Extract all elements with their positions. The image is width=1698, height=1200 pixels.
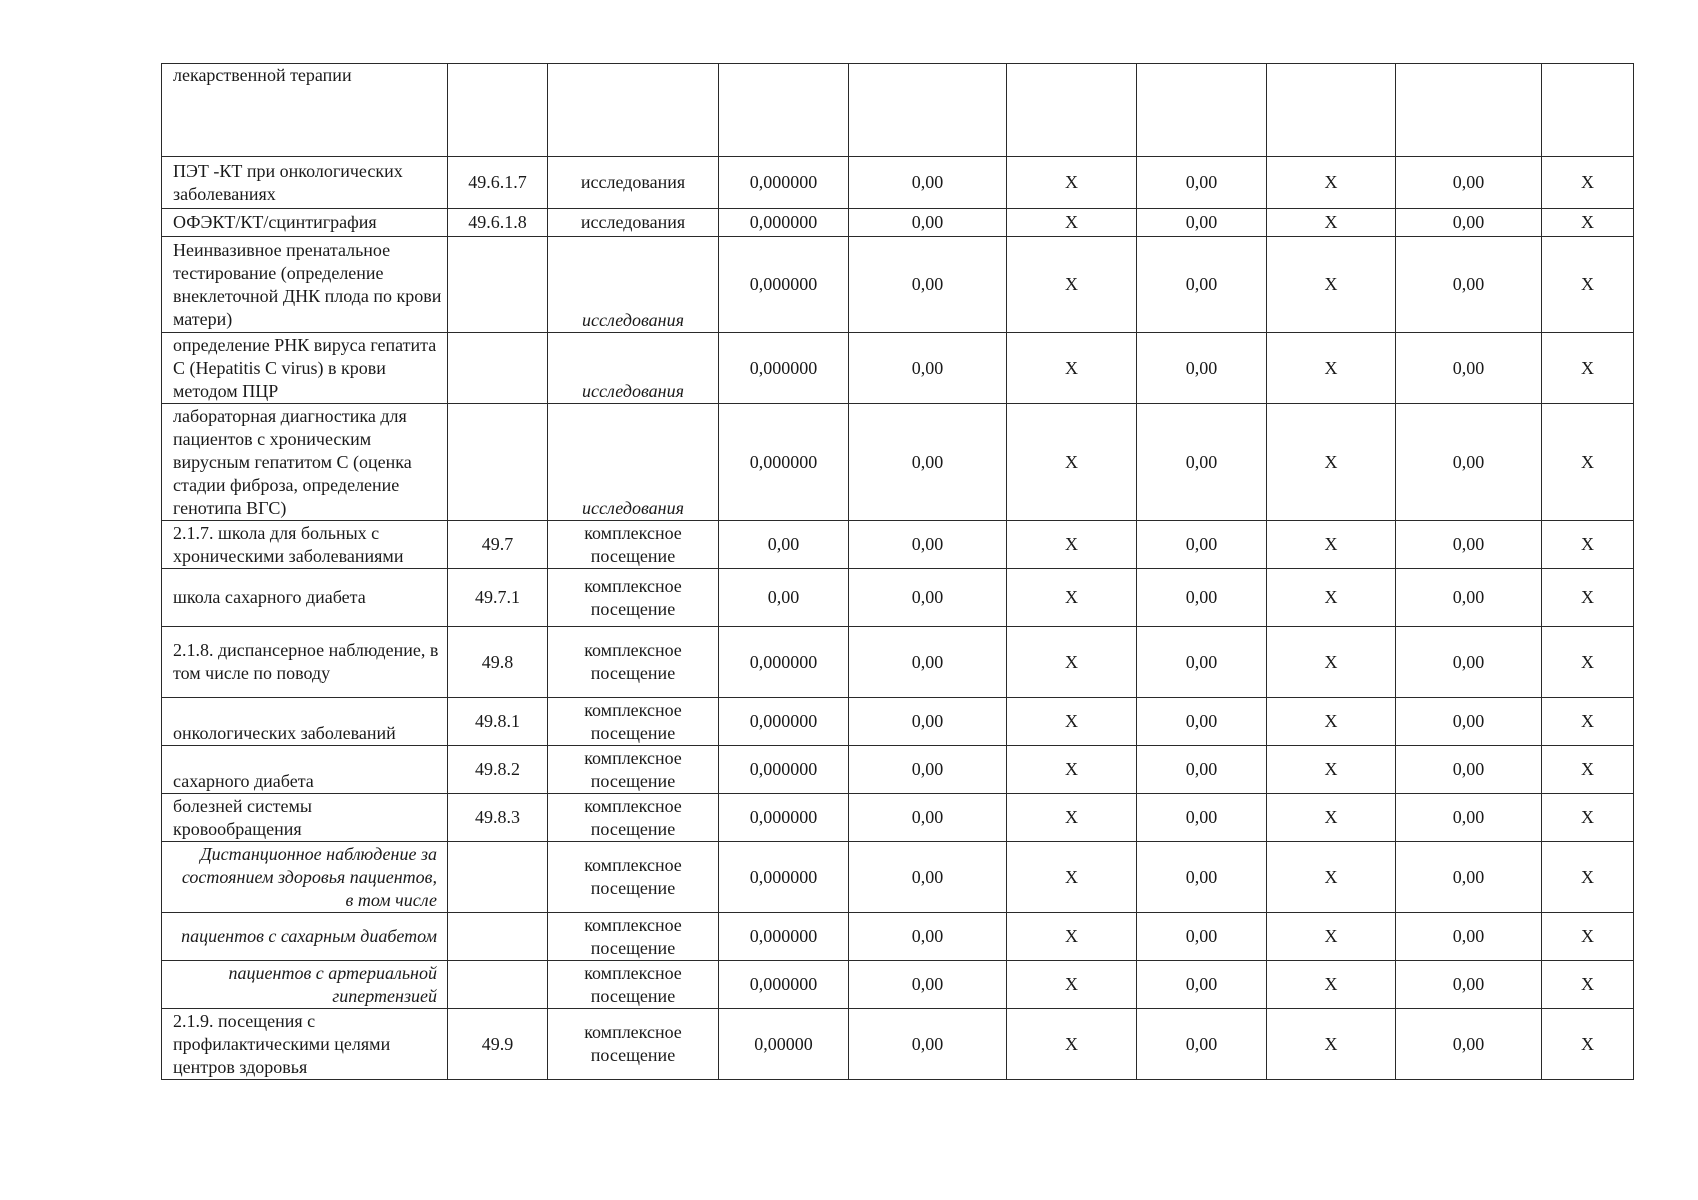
cell-unit: комплексное посещение: [548, 1009, 719, 1080]
cell-value: Х: [1007, 209, 1137, 237]
cell-value: Х: [1542, 404, 1634, 521]
cell-value: 0,00: [1396, 569, 1542, 627]
cell-name: 2.1.9. посещения с профилактическими целями центров здоровья: [162, 1009, 448, 1080]
cell-unit: комплексное посещение: [548, 627, 719, 698]
cell-value: 0,00: [849, 627, 1007, 698]
cell-value: Х: [1007, 569, 1137, 627]
cell-value: 0,00: [1396, 209, 1542, 237]
cell-value: 0,00: [1137, 521, 1267, 569]
cell-value: 0,00: [849, 404, 1007, 521]
cell-value: Х: [1542, 746, 1634, 794]
cell-value: [849, 64, 1007, 157]
cell-code: [448, 64, 548, 157]
cell-code: 49.6.1.7: [448, 157, 548, 209]
cell-unit: комплексное посещение: [548, 913, 719, 961]
cell-value: Х: [1542, 237, 1634, 333]
cell-value: 0,00: [849, 209, 1007, 237]
cell-name: ОФЭКТ/КТ/сцинтиграфия: [162, 209, 448, 237]
cell-value: 0,00: [849, 794, 1007, 842]
cell-value: Х: [1542, 698, 1634, 746]
cell-value: 0,00: [849, 333, 1007, 404]
cell-value: 0,00: [719, 521, 849, 569]
cell-value: 0,00: [1396, 698, 1542, 746]
table-row: [162, 698, 1634, 746]
cell-value: Х: [1542, 333, 1634, 404]
cell-value: 0,00: [849, 961, 1007, 1009]
cell-value: 0,00: [849, 698, 1007, 746]
cell-unit: комплексное посещение: [548, 698, 719, 746]
cell-value: 0,000000: [719, 157, 849, 209]
cell-value: Х: [1007, 404, 1137, 521]
table-row: [162, 569, 1634, 627]
cell-name: сахарного диабета: [162, 746, 448, 794]
cell-unit: комплексное посещение: [548, 961, 719, 1009]
data-table: [161, 63, 1634, 1080]
cell-value: Х: [1007, 913, 1137, 961]
cell-value: 0,00: [849, 746, 1007, 794]
cell-unit: исследования: [548, 333, 719, 404]
cell-value: Х: [1267, 157, 1396, 209]
cell-value: [1137, 64, 1267, 157]
cell-value: 0,00: [849, 1009, 1007, 1080]
cell-value: 0,00: [1396, 913, 1542, 961]
cell-value: [1396, 64, 1542, 157]
cell-value: 0,00: [1396, 627, 1542, 698]
table-row: [162, 64, 1634, 157]
cell-value: Х: [1542, 794, 1634, 842]
table-row: [162, 157, 1634, 209]
cell-unit: комплексное посещение: [548, 746, 719, 794]
cell-code: 49.8.3: [448, 794, 548, 842]
cell-value: 0,00: [1137, 157, 1267, 209]
cell-value: 0,00: [849, 842, 1007, 913]
cell-value: 0,000000: [719, 333, 849, 404]
cell-value: 0,00: [1137, 237, 1267, 333]
cell-value: Х: [1542, 913, 1634, 961]
cell-value: 0,00: [1137, 404, 1267, 521]
cell-unit: [548, 64, 719, 157]
cell-code: 49.8: [448, 627, 548, 698]
table-row: [162, 746, 1634, 794]
cell-value: Х: [1267, 961, 1396, 1009]
cell-name: лекарственной терапии: [162, 64, 448, 157]
cell-name: 2.1.7. школа для больных с хроническими заболеваниями: [162, 521, 448, 569]
table-row: [162, 237, 1634, 333]
cell-value: 0,000000: [719, 237, 849, 333]
cell-value: Х: [1542, 569, 1634, 627]
table-row: [162, 842, 1634, 913]
cell-value: Х: [1007, 627, 1137, 698]
cell-value: 0,00: [849, 237, 1007, 333]
cell-unit: исследования: [548, 157, 719, 209]
table-row: [162, 794, 1634, 842]
cell-value: Х: [1267, 333, 1396, 404]
cell-value: 0,00000: [719, 1009, 849, 1080]
cell-unit: исследования: [548, 237, 719, 333]
cell-code: [448, 404, 548, 521]
cell-value: 0,000000: [719, 913, 849, 961]
table-row: [162, 521, 1634, 569]
cell-value: 0,00: [1396, 333, 1542, 404]
cell-value: 0,000000: [719, 961, 849, 1009]
cell-name: Дистанционное наблюдение за состоянием здоровья пациентов, в том числе: [162, 842, 448, 913]
cell-value: 0,00: [849, 569, 1007, 627]
cell-value: 0,000000: [719, 627, 849, 698]
cell-code: [448, 842, 548, 913]
cell-value: 0,00: [849, 521, 1007, 569]
cell-value: 0,00: [849, 913, 1007, 961]
cell-code: 49.9: [448, 1009, 548, 1080]
cell-name: онкологических заболеваний: [162, 698, 448, 746]
cell-unit: исследования: [548, 404, 719, 521]
cell-code: 49.8.2: [448, 746, 548, 794]
cell-value: 0,00: [1137, 333, 1267, 404]
cell-value: Х: [1542, 627, 1634, 698]
cell-value: Х: [1007, 746, 1137, 794]
cell-value: 0,00: [1137, 627, 1267, 698]
cell-code: 49.8.1: [448, 698, 548, 746]
cell-value: Х: [1267, 1009, 1396, 1080]
cell-value: Х: [1542, 209, 1634, 237]
cell-name: лабораторная диагностика для пациентов с хроническим вирусным гепатитом С (оценка стадии фиброза, определение генотипа ВГС): [162, 404, 448, 521]
cell-value: Х: [1007, 1009, 1137, 1080]
cell-value: Х: [1007, 698, 1137, 746]
cell-value: [1542, 64, 1634, 157]
cell-code: 49.6.1.8: [448, 209, 548, 237]
cell-value: Х: [1267, 794, 1396, 842]
cell-value: 0,00: [1137, 209, 1267, 237]
cell-value: 0,00: [1137, 961, 1267, 1009]
cell-unit: комплексное посещение: [548, 842, 719, 913]
cell-unit: исследования: [548, 209, 719, 237]
cell-value: 0,000000: [719, 698, 849, 746]
cell-value: Х: [1267, 209, 1396, 237]
cell-value: Х: [1007, 237, 1137, 333]
table-row: [162, 913, 1634, 961]
cell-value: Х: [1267, 627, 1396, 698]
cell-name: Неинвазивное пренатальное тестирование (определение внеклеточной ДНК плода по крови матери): [162, 237, 448, 333]
cell-value: Х: [1267, 404, 1396, 521]
cell-value: 0,000000: [719, 746, 849, 794]
cell-code: 49.7: [448, 521, 548, 569]
cell-code: [448, 333, 548, 404]
cell-value: Х: [1267, 521, 1396, 569]
cell-name: болезней системы кровообращения: [162, 794, 448, 842]
cell-value: Х: [1267, 698, 1396, 746]
cell-value: Х: [1542, 1009, 1634, 1080]
cell-value: Х: [1007, 794, 1137, 842]
cell-value: 0,00: [719, 569, 849, 627]
cell-value: Х: [1007, 333, 1137, 404]
cell-unit: комплексное посещение: [548, 521, 719, 569]
cell-value: Х: [1267, 913, 1396, 961]
cell-value: Х: [1542, 157, 1634, 209]
cell-value: Х: [1267, 746, 1396, 794]
cell-value: 0,00: [1137, 842, 1267, 913]
cell-value: [719, 64, 849, 157]
cell-value: 0,00: [849, 157, 1007, 209]
cell-value: Х: [1542, 842, 1634, 913]
table-row: [162, 1009, 1634, 1080]
table-row: [162, 404, 1634, 521]
cell-value: 0,000000: [719, 842, 849, 913]
cell-name: пациентов с артериальной гипертензией: [162, 961, 448, 1009]
cell-value: Х: [1007, 521, 1137, 569]
cell-code: [448, 237, 548, 333]
table-row: [162, 627, 1634, 698]
cell-value: 0,00: [1137, 746, 1267, 794]
cell-unit: комплексное посещение: [548, 794, 719, 842]
cell-name: пациентов с сахарным диабетом: [162, 913, 448, 961]
cell-value: 0,00: [1396, 521, 1542, 569]
cell-code: [448, 913, 548, 961]
cell-value: Х: [1542, 961, 1634, 1009]
cell-value: Х: [1267, 569, 1396, 627]
table-row: [162, 961, 1634, 1009]
cell-value: Х: [1267, 237, 1396, 333]
cell-name: определение РНК вируса гепатита С (Hepatitis C virus) в крови методом ПЦР: [162, 333, 448, 404]
cell-value: 0,00: [1137, 698, 1267, 746]
cell-value: 0,000000: [719, 404, 849, 521]
cell-name: ПЭТ -КТ при онкологических заболеваниях: [162, 157, 448, 209]
cell-value: 0,00: [1396, 746, 1542, 794]
cell-value: 0,00: [1396, 842, 1542, 913]
cell-value: [1267, 64, 1396, 157]
table-row: [162, 209, 1634, 237]
cell-value: Х: [1007, 842, 1137, 913]
cell-unit: комплексное посещение: [548, 569, 719, 627]
cell-value: 0,000000: [719, 209, 849, 237]
cell-value: 0,00: [1137, 913, 1267, 961]
cell-code: 49.7.1: [448, 569, 548, 627]
cell-value: 0,00: [1396, 794, 1542, 842]
cell-value: 0,00: [1137, 1009, 1267, 1080]
cell-value: 0,000000: [719, 794, 849, 842]
cell-value: Х: [1007, 961, 1137, 1009]
cell-name: 2.1.8. диспансерное наблюдение, в том числе по поводу: [162, 627, 448, 698]
table-row: [162, 333, 1634, 404]
cell-value: Х: [1542, 521, 1634, 569]
cell-code: [448, 961, 548, 1009]
cell-value: 0,00: [1137, 794, 1267, 842]
cell-value: Х: [1007, 157, 1137, 209]
cell-value: 0,00: [1396, 404, 1542, 521]
cell-name: школа сахарного диабета: [162, 569, 448, 627]
cell-value: 0,00: [1396, 1009, 1542, 1080]
cell-value: 0,00: [1396, 237, 1542, 333]
cell-value: Х: [1267, 842, 1396, 913]
cell-value: 0,00: [1396, 157, 1542, 209]
cell-value: [1007, 64, 1137, 157]
cell-value: 0,00: [1137, 569, 1267, 627]
cell-value: 0,00: [1396, 961, 1542, 1009]
